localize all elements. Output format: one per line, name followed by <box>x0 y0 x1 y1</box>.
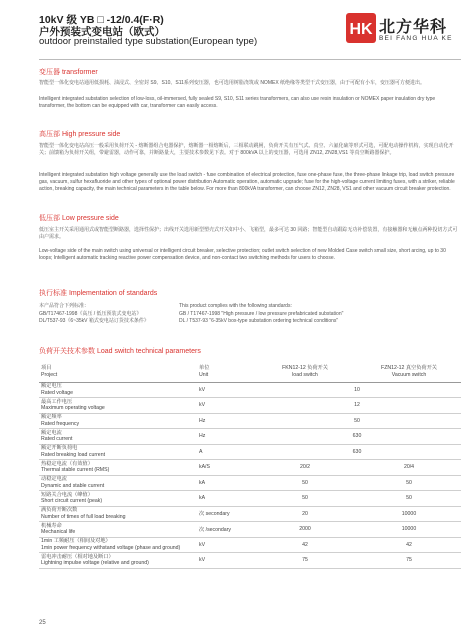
section-title-params: 负荷开关技术参数 Load switch technical parameters <box>39 348 201 355</box>
svg-text:HK: HK <box>349 21 373 38</box>
product-title-english: outdoor preinstalled type substation(European type) <box>39 36 258 47</box>
param-name-en: Number of times of full load breaking <box>41 513 126 520</box>
table-header-row <box>39 362 461 382</box>
header-unit <box>197 362 253 382</box>
high-pressure-text-en: Intelligent integrated substation high voltage generally use the load switch - fuse combination of electrical protection, fuse one-phase fuse, the three-phase linkage trip, load switch pressure gas, vacuum, sulfur hexafluoride and other types of optional power distribution Automatic operation, automatic upgrade; fuse for the high-voltage current limiting fuses, with a striker, reliable action, breaking capacity, the main technical parameters in the table below. For more than 800kVA transformer, can choose ZN12, ZN28, VS1 and other vacuum circuit breaker protection. <box>39 172 455 192</box>
param-name <box>39 429 197 445</box>
param-value-shared: 630 <box>253 429 461 445</box>
param-name <box>39 460 197 476</box>
header-fzn12 <box>357 362 461 382</box>
product-title-line1: 10kV 级 YB □ -12/0.4(F·R) <box>39 14 164 26</box>
param-name-en: Lightning impulse voltage (relative and ground) <box>41 560 149 567</box>
param-value-fzn: 50 <box>357 491 461 507</box>
standards-zh-line: DL/T537-93《6~35kV 箱式变电站订货技术条件》 <box>39 318 149 324</box>
table-row <box>39 475 461 491</box>
high-pressure-text-zh: 智能型一体化变电站高压一般采用负荷开关 - 熔断器组合电器保护，熔断器一相熔断后，三相联动跳闸，负荷开关有压气式、真空、六氟化硫等形式可选，可配电动操作机构，实现自动化开关；前馈箱为负荷开关组，带避雷器，动作可靠，并断路量大，主要技术参数见下表。对于 800kVA 以上的变压器，可选用 ZN12, ZN28,VS1 等真空断路器保护。 <box>39 143 454 156</box>
param-name <box>39 537 197 553</box>
header-project <box>39 362 197 382</box>
table-row <box>39 491 461 507</box>
param-name <box>39 398 197 414</box>
load-switch-params-table <box>39 362 461 569</box>
param-value-fzn: 50 <box>357 475 461 491</box>
standards-zh-line: GB/T17467-1998《高压 / 低压预装式变电站》 <box>39 310 142 317</box>
param-name-en: Rated voltage <box>41 389 74 396</box>
standards-en-line: GB / T17467-1998 "High pressure / low pressure prefabricated substation" <box>179 310 344 317</box>
standards-zh-line: 本产品符合下列标准： <box>39 303 90 309</box>
param-name-zh: 机械寿命 <box>41 522 62 529</box>
param-name <box>39 444 197 460</box>
param-unit: 次 /secondary <box>197 522 253 538</box>
header-unit-zh: 单位 <box>199 365 210 372</box>
table-row <box>39 553 461 569</box>
param-name-zh: 额定电流 <box>41 429 62 436</box>
param-name <box>39 382 197 398</box>
param-name <box>39 553 197 569</box>
param-name <box>39 506 197 522</box>
section-title-low-pressure: 低压部 Low pressure side <box>39 215 119 222</box>
param-unit: kV <box>197 382 253 398</box>
transformer-text-zh: 智能型一体化变电站通用低损耗、油浸式、全密封 S9、S10、S11系列变压器，也可选用树脂浇筑或 NOMEX 纸绝缘等类型干式变压器，由于可配有小车，变压器可方便进出。 <box>39 80 426 86</box>
param-unit: kV <box>197 537 253 553</box>
param-name-zh: 动稳定电流 <box>41 476 67 483</box>
param-name-zh: 短路关合电流（峰值） <box>41 491 93 498</box>
section-title-transformer: 变压器 transformer <box>39 69 98 76</box>
low-pressure-text-zh: 低压室主开关采用通用式或智能型断路器，选择性保护；出线开关选用新型塑壳式开关如中小、飞箱型，最多可达 30 回路；智能型自动跟踪无功补偿装置，有接触器和无触点两种投切方式可由户需求。 <box>39 227 458 240</box>
param-value-shared: 12 <box>253 398 461 414</box>
hk-logo-icon <box>346 13 376 43</box>
section-title-standards: 执行标准 Implementation of standards <box>39 290 158 297</box>
param-value-fzn: 10000 <box>357 506 461 522</box>
param-unit: kV <box>197 398 253 414</box>
param-name-en: Rated frequency <box>41 420 80 427</box>
param-name-en: 1min power frequency withstand voltage (phase and ground) <box>41 544 181 551</box>
param-name-zh: 雷电冲击耐压（相对地及断口） <box>41 553 114 560</box>
param-name-en: Dynamic and stable current <box>41 482 105 489</box>
param-value-fzn: 10000 <box>357 522 461 538</box>
table-row <box>39 537 461 553</box>
param-value-shared: 630 <box>253 444 461 460</box>
standards-en-line: This product complies with the following standards: <box>179 303 292 309</box>
param-value-fzn: 42 <box>357 537 461 553</box>
param-name-en: Maximum operating voltage <box>41 405 105 412</box>
param-name-en: Rated breaking load current <box>41 451 106 458</box>
param-unit: kA <box>197 475 253 491</box>
header-project-zh: 项目 <box>41 365 52 372</box>
param-name-zh: 额定频率 <box>41 414 62 421</box>
company-logo <box>346 13 458 49</box>
param-value-fkn: 20 <box>253 506 357 522</box>
page-number: 25 <box>39 620 46 626</box>
standards-en-line: DL / T537-93 "6-35kV box-type substation ordering technical conditions" <box>179 318 339 324</box>
header-fkn12 <box>253 362 357 382</box>
header-project-en: Project <box>41 371 58 378</box>
table-row <box>39 429 461 445</box>
param-name-en: Rated current <box>41 436 73 443</box>
table-row <box>39 413 461 429</box>
param-name-zh: 最高工作电压 <box>41 398 73 405</box>
header-unit-en: Unit <box>199 371 209 378</box>
param-value-fzn: 20/4 <box>357 460 461 476</box>
table-row <box>39 444 461 460</box>
param-name-zh: 热稳定电流（有效值） <box>41 460 93 467</box>
param-name <box>39 413 197 429</box>
param-unit: Hz <box>197 429 253 445</box>
param-name-zh: 1min 工频耐压（相间及对地） <box>41 538 111 545</box>
transformer-text-en: Intelligent integrated substation selection of low-loss, oil-immersed, fully sealed S9, S10, S11 series transformers, can also use resin insulation or NOMEX paper insulation dry type transformer, the bottom can be equipped with car, transformer can easily access. <box>39 96 436 109</box>
param-name-en: Short circuit current (peak) <box>41 498 103 505</box>
logo-chinese-name: 北方华科 <box>379 19 448 36</box>
param-unit: A <box>197 444 253 460</box>
param-unit: kA <box>197 491 253 507</box>
param-name-zh: 额定开断负荷电 <box>41 445 78 452</box>
header-fzn-en: Vacuum switch <box>391 371 427 378</box>
param-unit: kA/S <box>197 460 253 476</box>
param-name <box>39 475 197 491</box>
header-divider <box>39 59 461 60</box>
param-value-fkn: 42 <box>253 537 357 553</box>
section-title-high-pressure: 高压部 High pressure side <box>39 131 121 138</box>
page-header <box>39 12 459 62</box>
header-fkn-zh: FKN12-12 负荷开关 <box>282 365 328 372</box>
param-value-fkn: 50 <box>253 491 357 507</box>
table-row <box>39 382 461 398</box>
table-row <box>39 398 461 414</box>
param-value-shared: 50 <box>253 413 461 429</box>
param-value-fkn: 75 <box>253 553 357 569</box>
table-row <box>39 522 461 538</box>
param-name-zh: 额定电压 <box>41 383 62 390</box>
param-name <box>39 491 197 507</box>
logo-english-name: BEI FANG HUA KE <box>379 35 453 42</box>
param-name-zh: 满负荷开断次数 <box>41 507 78 514</box>
product-title-line2: 户外预装式变电站（欧式） <box>39 26 165 38</box>
param-unit: kV <box>197 553 253 569</box>
param-unit: Hz <box>197 413 253 429</box>
param-value-shared: 10 <box>253 382 461 398</box>
param-name <box>39 522 197 538</box>
table-row <box>39 460 461 476</box>
param-value-fzn: 75 <box>357 553 461 569</box>
standards-list-en <box>179 303 459 326</box>
param-unit: 次 secondary <box>197 506 253 522</box>
header-fzn-zh: FZN12-12 真空负荷开关 <box>381 365 437 372</box>
table-row <box>39 506 461 522</box>
param-value-fkn: 2000 <box>253 522 357 538</box>
param-value-fkn: 20/2 <box>253 460 357 476</box>
param-name-en: Mechanical life <box>41 529 76 536</box>
header-fkn-en: load switch <box>292 371 318 378</box>
low-pressure-text-en: Low-voltage side of the main switch using universal or intelligent circuit breaker, selective protection; outlet switch selection of new Molded Case switch small size, short arcing, up to 30 loops; Intelligent automatic tracking reactive power compensation device, and non-contact two switching methods for users to choose. <box>39 248 446 261</box>
param-value-fkn: 50 <box>253 475 357 491</box>
param-name-en: Thermal stable current (RMS) <box>41 467 110 474</box>
